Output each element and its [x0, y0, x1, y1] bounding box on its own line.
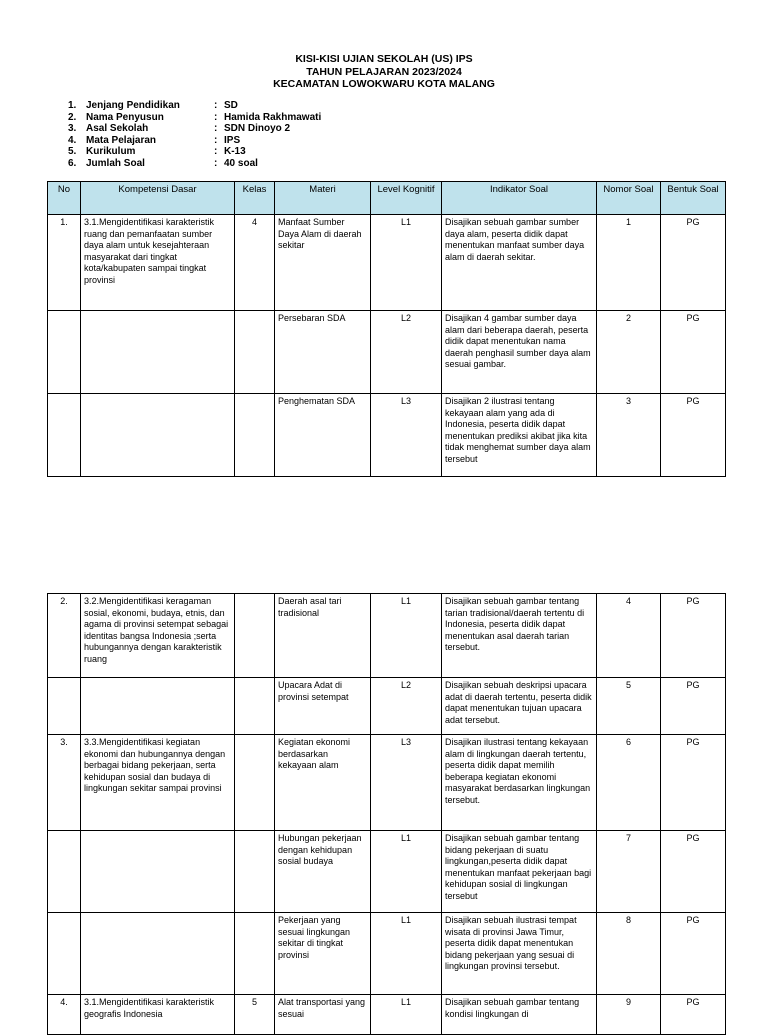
- identity-value: SDN Dinoyo 2: [224, 123, 291, 134]
- cell-materi: Manfaat Sumber Daya Alam di daerah sekitar: [275, 215, 371, 311]
- grid-table-page-1: [47, 181, 726, 477]
- table-row: [48, 394, 726, 477]
- header-nomor-soal: Nomor Soal: [597, 182, 661, 215]
- cell-kelas: [235, 831, 275, 913]
- cell-indikator: Disajikan sebuah gambar tentang tarian tradisional/daerah tertentu di Indonesia, peserta didik dapat menentukan asal daerah tarian tersebut.: [442, 594, 597, 678]
- cell-nomor: 2: [597, 311, 661, 394]
- table-row: [48, 995, 726, 1035]
- cell-kompetensi-dasar: [81, 311, 235, 394]
- identity-row: [68, 135, 321, 147]
- cell-nomor: 5: [597, 678, 661, 735]
- cell-nomor: 9: [597, 995, 661, 1035]
- title-line-3: KECAMATAN LOWOKWARU KOTA MALANG: [273, 78, 495, 90]
- cell-bentuk: PG: [661, 735, 726, 831]
- identity-separator: :: [214, 100, 218, 111]
- cell-no: 3.: [48, 735, 81, 831]
- identity-label: Nama Penyusun: [86, 111, 164, 123]
- identity-separator: :: [214, 157, 218, 169]
- cell-level: L1: [371, 831, 442, 913]
- cell-materi: Alat transportasi yang sesuai: [275, 995, 371, 1035]
- cell-kelas: [235, 594, 275, 678]
- cell-level: L2: [371, 678, 442, 735]
- cell-materi: Kegiatan ekonomi berdasarkan kekayaan alam: [275, 735, 371, 831]
- cell-kelas: 5: [235, 995, 275, 1035]
- cell-kompetensi-dasar: [81, 831, 235, 913]
- cell-nomor: 3: [597, 394, 661, 477]
- identity-value: Hamida Rakhmawati: [224, 111, 322, 123]
- grid-table-page-2: [47, 593, 726, 1035]
- cell-materi: Daerah asal tari tradisional: [275, 594, 371, 678]
- cell-no: [48, 831, 81, 913]
- cell-bentuk: PG: [661, 678, 726, 735]
- identity-number: 6.: [68, 157, 77, 169]
- identity-separator: :: [214, 111, 218, 123]
- cell-no: [48, 311, 81, 394]
- document-title: [0, 53, 768, 91]
- cell-level: L3: [371, 394, 442, 477]
- cell-kompetensi-dasar: 3.1.Mengidentifikasi karakteristik geografis Indonesia: [81, 995, 235, 1035]
- cell-level: L3: [371, 735, 442, 831]
- header-bentuk-soal: Bentuk Soal: [661, 182, 726, 215]
- cell-bentuk: PG: [661, 831, 726, 913]
- table-row: [48, 215, 726, 311]
- title-line-2: TAHUN PELAJARAN 2023/2024: [306, 65, 462, 78]
- header-kelas: Kelas: [235, 182, 275, 215]
- cell-indikator: Disajikan sebuah gambar tentang bidang pekerjaan di suatu lingkungan,peserta didik dapat menentukan manfaat pekerjaan bagi kehidupan sosial di lingkungan tersebut: [442, 831, 597, 913]
- identity-row: [68, 123, 321, 135]
- cell-materi: Persebaran SDA: [275, 311, 371, 394]
- identity-number: 5.: [68, 146, 77, 157]
- identity-row: [68, 100, 321, 112]
- cell-level: L1: [371, 913, 442, 995]
- identity-label: Kurikulum: [86, 146, 136, 157]
- identity-row: [68, 112, 321, 124]
- identity-list: [68, 100, 321, 169]
- cell-no: [48, 678, 81, 735]
- identity-number: 2.: [68, 111, 77, 123]
- cell-kompetensi-dasar: 3.3.Mengidentifikasi kegiatan ekonomi dan hubungannya dengan berbagai bidang pekerjaan, serta kehidupan sosial dan budaya di lingkungan sekitar sampai provinsi: [81, 735, 235, 831]
- cell-nomor: 7: [597, 831, 661, 913]
- cell-bentuk: PG: [661, 995, 726, 1035]
- identity-value: SD: [224, 100, 238, 111]
- header-level-kognitif: Level Kognitif: [371, 182, 442, 215]
- cell-no: 4.: [48, 995, 81, 1035]
- cell-level: L1: [371, 995, 442, 1035]
- cell-kompetensi-dasar: [81, 913, 235, 995]
- table-row: [48, 678, 726, 735]
- cell-kelas: [235, 735, 275, 831]
- cell-indikator: Disajikan sebuah deskripsi upacara adat di daerah tertentu, peserta didik dapat menentukan tujuan upacara adat tersebut.: [442, 678, 597, 735]
- cell-indikator: Disajikan sebuah gambar tentang kondisi lingkungan di: [442, 995, 597, 1035]
- table-header-row: [48, 182, 726, 215]
- identity-separator: :: [214, 123, 218, 134]
- identity-number: 3.: [68, 123, 77, 134]
- identity-label: Mata Pelajaran: [86, 134, 157, 146]
- cell-bentuk: PG: [661, 394, 726, 477]
- cell-kelas: [235, 311, 275, 394]
- cell-bentuk: PG: [661, 913, 726, 995]
- header-kompetensi-dasar: Kompetensi Dasar: [81, 182, 235, 215]
- cell-no: 1.: [48, 215, 81, 311]
- cell-no: 2.: [48, 594, 81, 678]
- header-no: No: [48, 182, 81, 215]
- cell-nomor: 4: [597, 594, 661, 678]
- cell-kompetensi-dasar: 3.2.Mengidentifikasi keragaman sosial, ekonomi, budaya, etnis, dan agama di provinsi setempat sebagai identitas bangsa Indonesia ;serta hubungannya dengan karakteristik ruang: [81, 594, 235, 678]
- identity-number: 1.: [68, 100, 77, 111]
- header-materi: Materi: [275, 182, 371, 215]
- cell-materi: Penghematan SDA: [275, 394, 371, 477]
- identity-value: 40 soal: [224, 157, 258, 169]
- cell-level: L1: [371, 594, 442, 678]
- table-row: [48, 594, 726, 678]
- identity-label: Asal Sekolah: [86, 123, 149, 134]
- cell-indikator: Disajikan sebuah gambar sumber daya alam, peserta didik dapat menentukan manfaat sumber daya alam di daerah sekitar.: [442, 215, 597, 311]
- cell-level: L1: [371, 215, 442, 311]
- table-row: [48, 735, 726, 831]
- identity-row: [68, 158, 321, 170]
- identity-value: K-13: [224, 146, 246, 157]
- cell-bentuk: PG: [661, 594, 726, 678]
- identity-separator: :: [214, 134, 218, 146]
- cell-kompetensi-dasar: [81, 394, 235, 477]
- cell-kelas: 4: [235, 215, 275, 311]
- cell-kelas: [235, 394, 275, 477]
- cell-bentuk: PG: [661, 311, 726, 394]
- cell-kelas: [235, 913, 275, 995]
- cell-nomor: 6: [597, 735, 661, 831]
- cell-nomor: 1: [597, 215, 661, 311]
- cell-materi: Upacara Adat di provinsi setempat: [275, 678, 371, 735]
- cell-indikator: Disajikan 2 ilustrasi tentang kekayaan alam yang ada di Indonesia, peserta didik dapat menentukan prediksi akibat jika kita tidak menghemat sumber daya alam tersebut: [442, 394, 597, 477]
- cell-nomor: 8: [597, 913, 661, 995]
- cell-no: [48, 913, 81, 995]
- cell-bentuk: PG: [661, 215, 726, 311]
- table-row: [48, 311, 726, 394]
- cell-kompetensi-dasar: [81, 678, 235, 735]
- table-row: [48, 913, 726, 995]
- cell-indikator: Disajikan ilustrasi tentang kekayaan alam di lingkungan daerah tertentu, peserta didik dapat memilih beberapa kegiatan ekonomi masyarakat berdasarkan lingkungan tersebut.: [442, 735, 597, 831]
- identity-label: Jenjang Pendidikan: [86, 100, 180, 111]
- identity-row: [68, 146, 321, 158]
- cell-kompetensi-dasar: 3.1.Mengidentifikasi karakteristik ruang dan pemanfaatan sumber daya alam untuk kesejahteraan masyarakat dari tingkat kota/kabupaten sampai tingkat provinsi: [81, 215, 235, 311]
- cell-materi: Hubungan pekerjaan dengan kehidupan sosial budaya: [275, 831, 371, 913]
- cell-no: [48, 394, 81, 477]
- identity-separator: :: [214, 146, 218, 157]
- cell-level: L2: [371, 311, 442, 394]
- cell-kelas: [235, 678, 275, 735]
- identity-value: IPS: [224, 134, 241, 146]
- cell-materi: Pekerjaan yang sesuai lingkungan sekitar di tingkat provinsi: [275, 913, 371, 995]
- title-line-1: KISI-KISI UJIAN SEKOLAH (US) IPS: [295, 53, 473, 65]
- identity-number: 4.: [68, 134, 77, 146]
- cell-indikator: Disajikan 4 gambar sumber daya alam dari beberapa daerah, peserta didik dapat menentukan nama daerah penghasil sumber daya alam sesuai gambar.: [442, 311, 597, 394]
- header-indikator-soal: Indikator Soal: [442, 182, 597, 215]
- identity-label: Jumlah Soal: [86, 157, 145, 169]
- cell-indikator: Disajikan sebuah ilustrasi tempat wisata di provinsi Jawa Timur, peserta didik dapat menentukan bidang pekerjaan yang sesuai di lingkungan provinsi tersebut.: [442, 913, 597, 995]
- table-row: [48, 831, 726, 913]
